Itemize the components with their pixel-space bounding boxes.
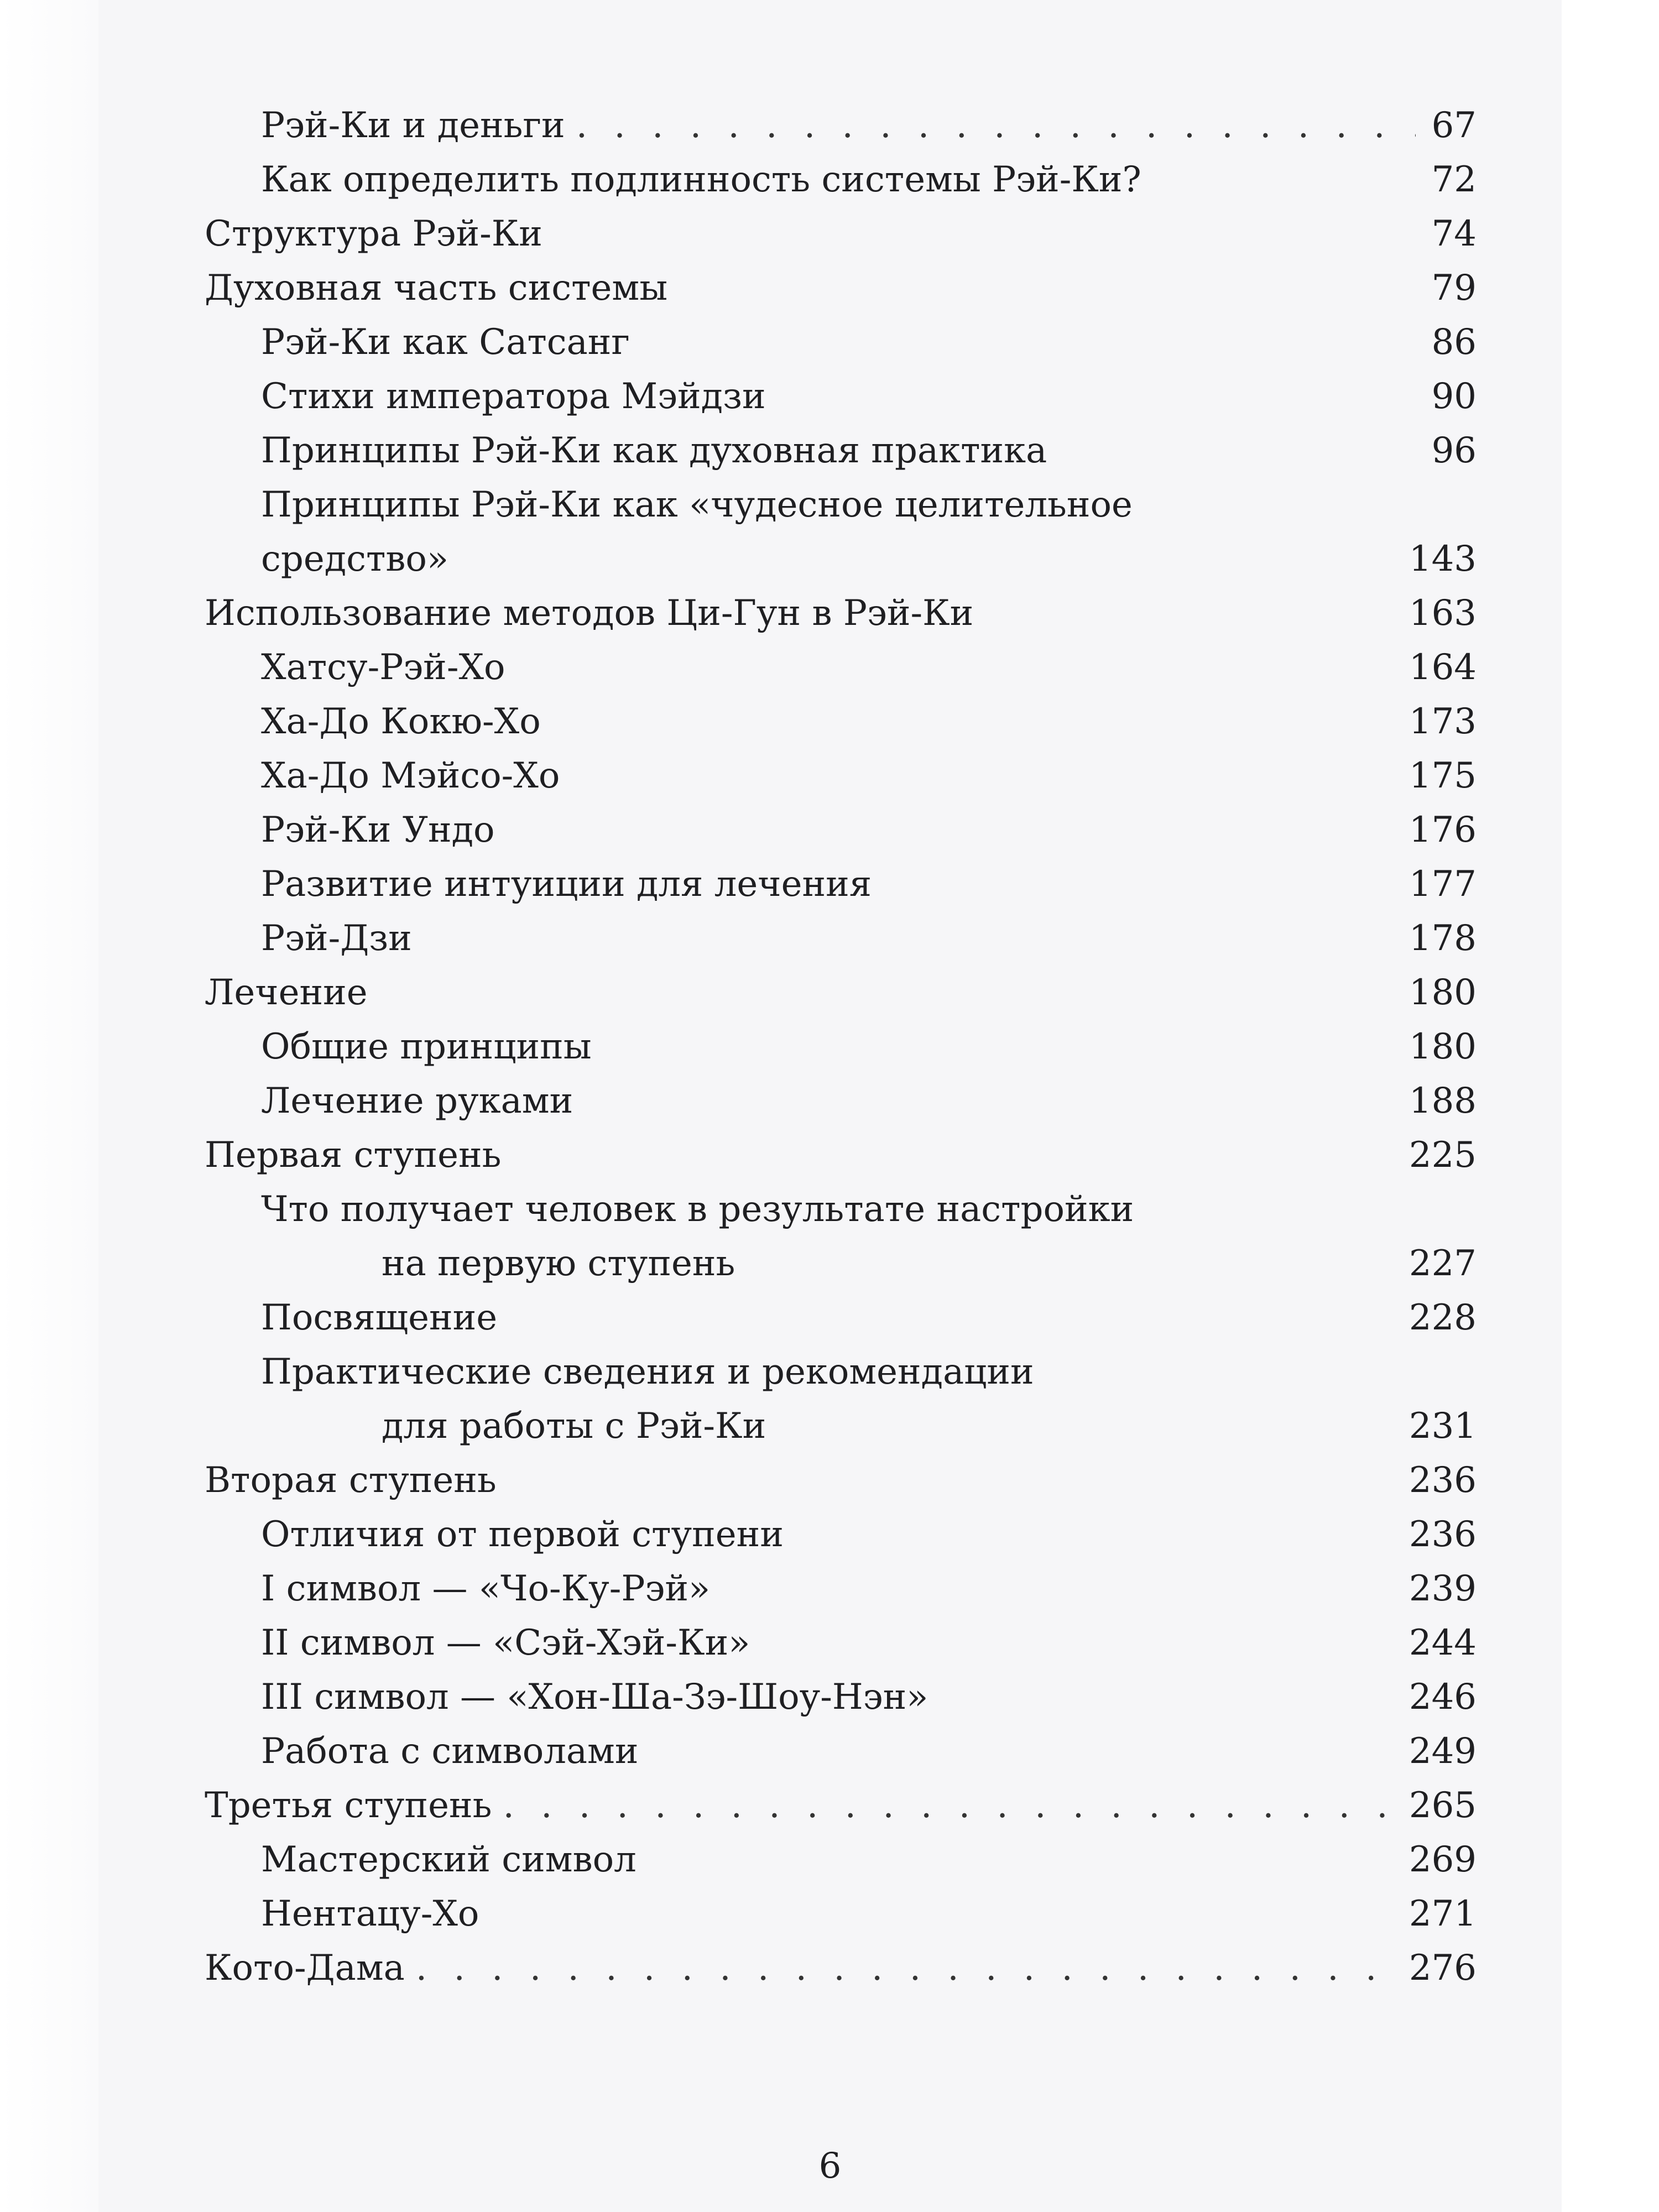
toc-entry-page: 79 (1431, 268, 1477, 309)
toc-entry-page: 164 (1408, 647, 1477, 688)
toc-entry-page: 265 (1408, 1785, 1477, 1826)
toc-entry (205, 857, 1477, 911)
toc-entry-title: средство» (261, 539, 449, 580)
toc-entry-title: I символ — «Чо-Ку-Рэй» (261, 1568, 711, 1609)
toc-entry (205, 586, 1477, 640)
toc-entry-title: Ха-До Кокю-Хо (261, 701, 541, 742)
toc-entry (205, 369, 1477, 424)
toc-entry (205, 1453, 1477, 1507)
toc-entry (205, 803, 1477, 857)
toc-entry (205, 1670, 1477, 1724)
toc-entry-page: 244 (1408, 1623, 1477, 1663)
toc-entry-page: 231 (1408, 1406, 1477, 1447)
toc-entry-title: Лечение руками (261, 1081, 573, 1121)
toc-entry-title: Принципы Рэй-Ки как «чудесное целительное (261, 484, 1133, 525)
toc-leader-dots (576, 98, 1416, 153)
toc-entry-page: 239 (1408, 1568, 1477, 1609)
toc-entry-page: 90 (1431, 376, 1477, 417)
toc-leader-dots (416, 1941, 1398, 1995)
toc-entry (205, 1941, 1477, 1995)
toc-entry-page: 173 (1408, 701, 1477, 742)
toc-entry (205, 261, 1477, 315)
toc-entry-title: Первая ступень (205, 1135, 502, 1176)
toc-entry (205, 1833, 1477, 1887)
toc-entry (205, 640, 1477, 695)
toc-entry (205, 153, 1477, 207)
toc-entry-page: 67 (1431, 105, 1477, 146)
toc-entry-page: 176 (1408, 810, 1477, 851)
toc-entry-page: 271 (1408, 1893, 1477, 1934)
toc-entry (205, 966, 1477, 1020)
toc-entry-title: Принципы Рэй-Ки как духовная практика (261, 430, 1047, 471)
toc-entry-title: Третья ступень (205, 1785, 492, 1826)
toc-entry-page: 74 (1431, 213, 1477, 254)
toc-entry (205, 207, 1477, 261)
toc-entry-page: 236 (1408, 1460, 1477, 1501)
toc-entry-title: Рэй-Дзи (261, 918, 412, 959)
toc-entry (205, 1182, 1477, 1237)
toc-entry (205, 1237, 1477, 1291)
toc-entry (205, 478, 1477, 532)
toc-entry-page: 96 (1431, 430, 1477, 471)
toc-entry-page: 249 (1408, 1731, 1477, 1772)
toc-entry (205, 695, 1477, 749)
toc-entry-page: 246 (1408, 1677, 1477, 1718)
toc-entry (205, 1345, 1477, 1399)
toc-entry-title: на первую ступень (382, 1243, 735, 1284)
toc-entry-title: Кото-Дама (205, 1948, 405, 1989)
toc-entry-title: Рэй-Ки как Сатсанг (261, 322, 630, 363)
toc-entry (205, 98, 1477, 153)
toc-entry (205, 1399, 1477, 1453)
page-number: 6 (818, 2146, 842, 2187)
toc-entry-title: Рэй-Ки Ундо (261, 810, 495, 851)
toc-entry-page: 227 (1408, 1243, 1477, 1284)
toc-leader-dots (503, 1778, 1397, 1833)
toc-entry (205, 1128, 1477, 1182)
toc-entry-page: 236 (1408, 1514, 1477, 1555)
toc-entry-title: для работы с Рэй-Ки (382, 1406, 766, 1447)
toc-entry (205, 911, 1477, 966)
toc-entry-page: 180 (1408, 972, 1477, 1013)
toc-entry-title: Мастерский символ (261, 1839, 637, 1880)
book-page (98, 0, 1562, 2212)
toc-entry-title: Вторая ступень (205, 1460, 497, 1501)
toc-entry (205, 1562, 1477, 1616)
toc-entry-title: Как определить подлинность системы Рэй-Ки? (261, 159, 1141, 200)
toc-entry (205, 532, 1477, 586)
toc-entry-title: Использование методов Ци-Гун в Рэй-Ки (205, 593, 974, 634)
toc-entry-page: 276 (1408, 1948, 1477, 1989)
toc-entry-page: 163 (1408, 593, 1477, 634)
toc-entry-title: Отличия от первой ступени (261, 1514, 784, 1555)
toc-entry (205, 315, 1477, 369)
toc-entry-title: Хатсу-Рэй-Хо (261, 647, 505, 688)
table-of-contents (205, 98, 1477, 1995)
toc-entry-title: Ха-До Мэйсо-Хо (261, 755, 560, 796)
toc-entry-page: 143 (1408, 539, 1477, 580)
toc-entry-page: 86 (1431, 322, 1477, 363)
toc-entry-page: 228 (1408, 1297, 1477, 1338)
toc-entry-title: Рэй-Ки и деньги (261, 105, 565, 146)
toc-entry-title: Что получает человек в результате настройки (261, 1189, 1134, 1230)
toc-entry-title: Общие принципы (261, 1026, 592, 1067)
toc-entry (205, 749, 1477, 803)
toc-entry-title: Лечение (205, 972, 368, 1013)
toc-entry (205, 1507, 1477, 1562)
toc-entry (205, 1616, 1477, 1670)
toc-entry-page: 225 (1408, 1135, 1477, 1176)
toc-entry (205, 1291, 1477, 1345)
page-margin-left (0, 0, 98, 2212)
toc-entry (205, 1074, 1477, 1128)
toc-entry-title: Работа с символами (261, 1731, 639, 1772)
toc-entry (205, 1724, 1477, 1778)
toc-entry (205, 424, 1477, 478)
toc-entry-title: II символ — «Сэй-Хэй-Ки» (261, 1623, 750, 1663)
toc-entry-title: III символ — «Хон-Ша-Зэ-Шоу-Нэн» (261, 1677, 928, 1718)
toc-entry-page: 269 (1408, 1839, 1477, 1880)
toc-entry-title: Развитие интуиции для лечения (261, 864, 872, 905)
toc-entry-page: 175 (1408, 755, 1477, 796)
toc-entry (205, 1778, 1477, 1833)
toc-entry-title: Посвящение (261, 1297, 498, 1338)
toc-entry (205, 1020, 1477, 1074)
toc-entry-page: 188 (1408, 1081, 1477, 1121)
toc-entry-page: 72 (1431, 159, 1477, 200)
toc-entry-page: 177 (1408, 864, 1477, 905)
toc-entry-title: Стихи императора Мэйдзи (261, 376, 766, 417)
toc-entry-title: Структура Рэй-Ки (205, 213, 542, 254)
page-margin-right (1562, 0, 1659, 2212)
toc-entry-page: 178 (1408, 918, 1477, 959)
toc-entry-title: Духовная часть системы (205, 268, 668, 309)
toc-entry-title: Практические сведения и рекомендации (261, 1352, 1034, 1392)
toc-entry-page: 180 (1408, 1026, 1477, 1067)
toc-entry-title: Нентацу-Хо (261, 1893, 479, 1934)
toc-entry (205, 1887, 1477, 1941)
